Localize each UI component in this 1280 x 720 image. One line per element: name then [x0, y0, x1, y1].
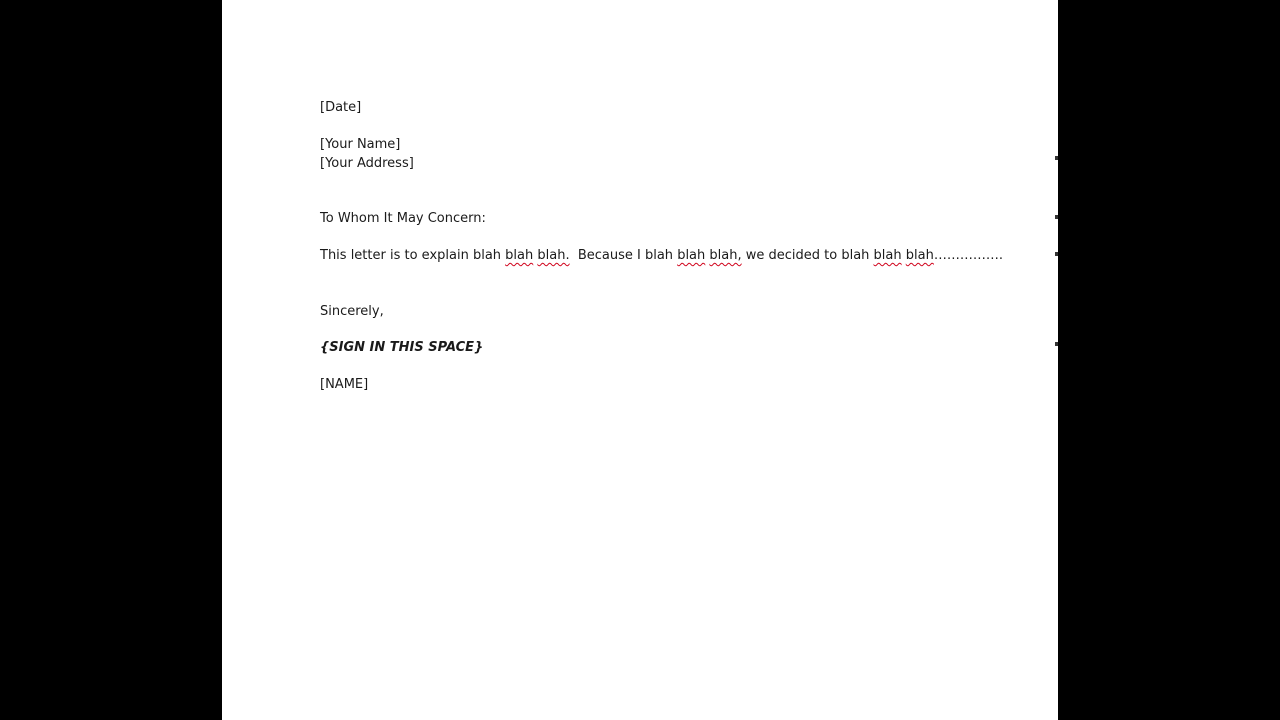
- edge-marker: [1055, 156, 1058, 160]
- misspelled-word: blah,: [709, 248, 742, 263]
- edge-marker: [1055, 342, 1058, 346]
- misspelled-word: blah.: [537, 248, 570, 263]
- body-text: we decided to blah: [741, 248, 874, 263]
- body-paragraph: [320, 246, 1003, 265]
- closing-line: Sincerely,: [320, 304, 384, 319]
- misspelled-word: blah: [677, 248, 706, 263]
- your-name-line: [Your Name]: [320, 137, 401, 152]
- body-text: This letter is to explain blah: [320, 248, 506, 263]
- your-address-line: [Your Address]: [320, 156, 414, 171]
- edge-marker: [1055, 215, 1058, 219]
- misspelled-word: blah: [505, 248, 534, 263]
- body-text: …………….: [933, 248, 1003, 263]
- date-line: [Date]: [320, 100, 362, 115]
- salutation-line: To Whom It May Concern:: [320, 211, 486, 226]
- edge-marker: [1055, 252, 1058, 256]
- document-page[interactable]: [222, 0, 1058, 720]
- signature-placeholder: {SIGN IN THIS SPACE}: [320, 340, 484, 355]
- misspelled-word: blah: [905, 248, 934, 263]
- name-line: [NAME]: [320, 377, 369, 392]
- misspelled-word: blah: [873, 248, 902, 263]
- body-text: Because I blah: [569, 248, 678, 263]
